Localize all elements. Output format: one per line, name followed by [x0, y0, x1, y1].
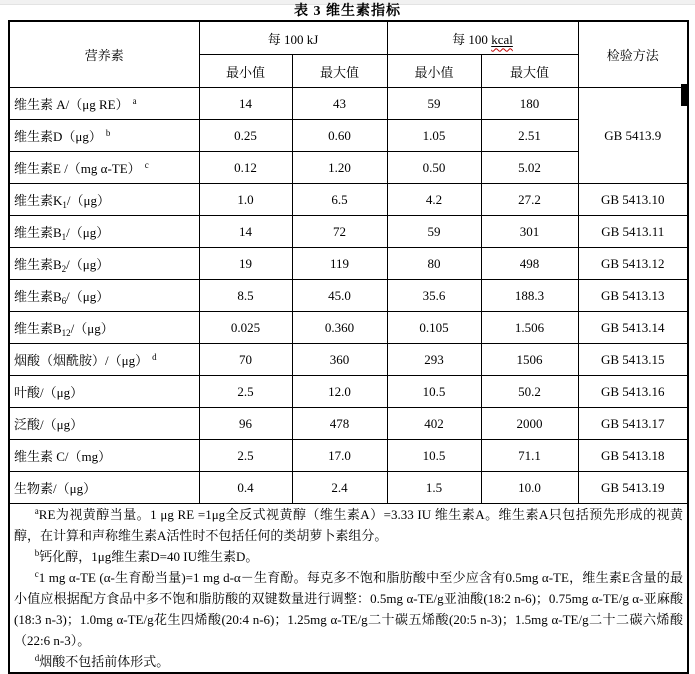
- kcal-min-cell: 10.5: [387, 376, 481, 408]
- spellcheck-underline: kcal: [491, 31, 513, 47]
- kcal-max-cell: 50.2: [481, 376, 578, 408]
- nutrient-cell: 维生素 C/（mg）: [9, 440, 199, 472]
- kj-min-cell: 19: [199, 248, 292, 280]
- kj-min-cell: 14: [199, 88, 292, 120]
- col-header-kcal-max: 最大值: [481, 55, 578, 88]
- kj-max-cell: 17.0: [292, 440, 387, 472]
- header-row-1: [9, 21, 688, 55]
- table-row-biotin: [9, 472, 688, 504]
- footnote-a: $^a$RE为视黄醇当量。1 μg RE =1μg全反式视黄醇（维生素A）=3.33 IU 维生素A。维生素A只包括预先形成的视黄醇，在计算和声称维生素A活性时不包括任何的类胡萝卜素组分。: [14, 506, 684, 543]
- table-row-vitamin-c: [9, 440, 688, 472]
- kcal-max-cell: 188.3: [481, 280, 578, 312]
- col-header-kcal-min: 最小值: [387, 55, 481, 88]
- method-cell: GB 5413.17: [578, 408, 688, 440]
- kcal-min-cell: 35.6: [387, 280, 481, 312]
- kj-max-cell: 0.60: [292, 120, 387, 152]
- footnote-c: $^c$1 mg α-TE (α-生育酚当量)=1 mg d-α－生育酚。每克多不饱和脂肪酸中至少应含有0.5mg α-TE，维生素E含量的最小值应根据配方食品中多不饱和脂肪酸的双键数量进行调整：0.5mg α-TE/g亚油酸(18:2 n-6)；0.75mg α-TE/g α-亚麻酸 (18:3 n-3)；1.0mg α-TE/g花生四烯酸(20:4 n-6)；1.25mg α-TE/g二十碳五烯酸(20:5 n-3)；1.5mg α-TE/g二十二碳六烯酸（22:6 n-3）。: [14, 569, 684, 648]
- kcal-max-cell: 180: [481, 88, 578, 120]
- kj-min-cell: 96: [199, 408, 292, 440]
- col-header-per-100kj: 每 100 kJ: [199, 21, 387, 55]
- kj-max-cell: 1.20: [292, 152, 387, 184]
- kcal-min-cell: 0.50: [387, 152, 481, 184]
- kcal-min-cell: 293: [387, 344, 481, 376]
- col-header-kj-min: 最小值: [199, 55, 292, 88]
- method-cell: GB 5413.19: [578, 472, 688, 504]
- kj-max-cell: 6.5: [292, 184, 387, 216]
- nutrient-cell: 维生素 A/（μg RE） $^a$: [9, 88, 199, 120]
- method-cell: GB 5413.18: [578, 440, 688, 472]
- cursor-artifact: [681, 84, 687, 106]
- kcal-max-cell: 1506: [481, 344, 578, 376]
- kj-min-cell: 0.025: [199, 312, 292, 344]
- table-row-vitamin-k1: [9, 184, 688, 216]
- kcal-max-cell: 10.0: [481, 472, 578, 504]
- vitamin-indicators-table: [8, 20, 689, 674]
- kcal-min-cell: 1.5: [387, 472, 481, 504]
- footnote-b: $^b$钙化醇，1μg维生素D=40 IU维生素D。: [34, 548, 259, 564]
- table-row-niacin: [9, 344, 688, 376]
- nutrient-cell: 生物素/（μg）: [9, 472, 199, 504]
- kcal-max-cell: 27.2: [481, 184, 578, 216]
- nutrient-cell: 维生素D（μg） $^b$: [9, 120, 199, 152]
- kj-max-cell: 0.360: [292, 312, 387, 344]
- kj-min-cell: 1.0: [199, 184, 292, 216]
- col-header-method: 检验方法: [578, 21, 688, 88]
- kj-min-cell: 0.4: [199, 472, 292, 504]
- kcal-max-cell: 1.506: [481, 312, 578, 344]
- footnotes-row: [9, 504, 688, 674]
- kj-min-cell: 70: [199, 344, 292, 376]
- kcal-min-cell: 80: [387, 248, 481, 280]
- nutrient-cell: 维生素E /（mg α-TE） $^c$: [9, 152, 199, 184]
- kj-min-cell: 0.25: [199, 120, 292, 152]
- kcal-max-cell: 71.1: [481, 440, 578, 472]
- kcal-max-cell: 5.02: [481, 152, 578, 184]
- nutrient-cell: 维生素$B_6/(\mu g)$: [9, 280, 199, 312]
- kj-min-cell: 8.5: [199, 280, 292, 312]
- kj-max-cell: 2.4: [292, 472, 387, 504]
- kj-min-cell: 2.5: [199, 440, 292, 472]
- footnotes-cell: [9, 504, 688, 674]
- method-cell: GB 5413.12: [578, 248, 688, 280]
- method-cell: GB 5413.15: [578, 344, 688, 376]
- kj-max-cell: 12.0: [292, 376, 387, 408]
- kj-max-cell: 478: [292, 408, 387, 440]
- nutrient-cell: 叶酸/（μg）: [9, 376, 199, 408]
- table-row-folic-acid: [9, 376, 688, 408]
- kj-max-cell: 119: [292, 248, 387, 280]
- nutrient-cell: 烟酸（烟酰胺）/（μg） $^d$: [9, 344, 199, 376]
- method-cell: GB 5413.16: [578, 376, 688, 408]
- method-cell: GB 5413.11: [578, 216, 688, 248]
- table-row-vitamin-b2: [9, 248, 688, 280]
- kcal-min-cell: 10.5: [387, 440, 481, 472]
- kcal-min-cell: 1.05: [387, 120, 481, 152]
- table-row-pantothenic-acid: [9, 408, 688, 440]
- kj-max-cell: 43: [292, 88, 387, 120]
- kj-max-cell: 45.0: [292, 280, 387, 312]
- col-header-per-100kcal: 每 100 kcal: [387, 21, 578, 55]
- footnote-d: $^d$烟酸不包括前体形式。: [34, 653, 170, 669]
- kj-min-cell: 2.5: [199, 376, 292, 408]
- kcal-max-cell: 2000: [481, 408, 578, 440]
- kcal-min-cell: 59: [387, 216, 481, 248]
- kcal-max-cell: 2.51: [481, 120, 578, 152]
- method-cell: GB 5413.13: [578, 280, 688, 312]
- method-cell: GB 5413.9: [578, 88, 688, 184]
- nutrient-cell: 维生素$K_1/(\mu g)$: [9, 184, 199, 216]
- kcal-max-cell: 498: [481, 248, 578, 280]
- method-cell: GB 5413.14: [578, 312, 688, 344]
- nutrient-cell: 维生素$B_1/(\mu g)$: [9, 216, 199, 248]
- kcal-min-cell: 59: [387, 88, 481, 120]
- page-title: 表 3 维生素指标: [294, 4, 401, 19]
- kj-max-cell: 360: [292, 344, 387, 376]
- table-row-vitamin-b6: [9, 280, 688, 312]
- kcal-min-cell: 402: [387, 408, 481, 440]
- table-row-vitamin-b12: [9, 312, 688, 344]
- nutrient-cell: 维生素$B_2/(\mu g)$: [9, 248, 199, 280]
- table-row-vitamin-a: [9, 88, 688, 120]
- col-header-kj-max: 最大值: [292, 55, 387, 88]
- nutrient-cell: 泛酸/（μg）: [9, 408, 199, 440]
- table-row-vitamin-b1: [9, 216, 688, 248]
- col-header-nutrient: 营养素: [9, 21, 199, 88]
- kcal-max-cell: 301: [481, 216, 578, 248]
- kcal-min-cell: 0.105: [387, 312, 481, 344]
- kj-min-cell: 14: [199, 216, 292, 248]
- kj-min-cell: 0.12: [199, 152, 292, 184]
- kj-max-cell: 72: [292, 216, 387, 248]
- method-cell: GB 5413.10: [578, 184, 688, 216]
- kcal-min-cell: 4.2: [387, 184, 481, 216]
- nutrient-cell: 维生素$B_{12}/(\mu g)$: [9, 312, 199, 344]
